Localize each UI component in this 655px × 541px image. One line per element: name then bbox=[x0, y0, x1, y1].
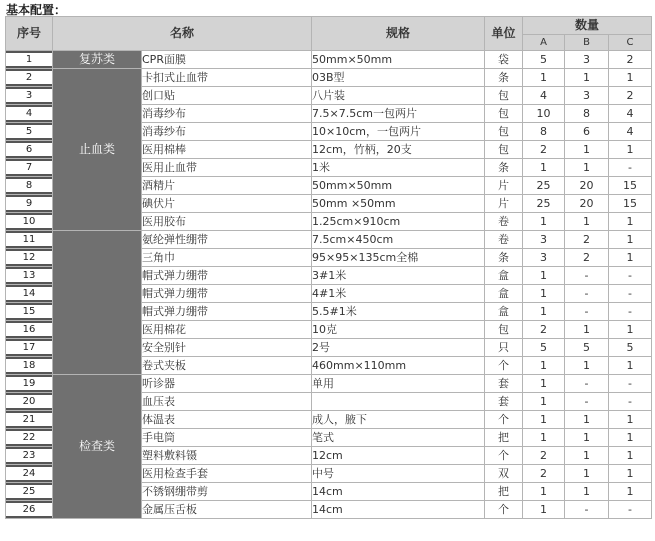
qty-b-cell: - bbox=[565, 393, 609, 411]
item-name-cell: 帽式弹力绷带 bbox=[142, 285, 312, 303]
qty-a-cell: 1 bbox=[523, 501, 565, 519]
qty-b-cell: 1 bbox=[565, 429, 609, 447]
item-spec-cell: 2号 bbox=[312, 339, 485, 357]
qty-c-cell: 1 bbox=[609, 213, 652, 231]
item-spec-cell: 14cm bbox=[312, 483, 485, 501]
header-qty-b: B bbox=[565, 35, 609, 51]
table-row bbox=[6, 51, 652, 69]
qty-a-cell: 1 bbox=[523, 411, 565, 429]
row-number-badge: 22 bbox=[6, 431, 52, 444]
item-name-cell: 塑料敷料镊 bbox=[142, 447, 312, 465]
item-unit-cell: 套 bbox=[485, 375, 523, 393]
qty-a-cell: 3 bbox=[523, 249, 565, 267]
row-number-cell bbox=[6, 51, 53, 69]
item-unit-cell: 包 bbox=[485, 321, 523, 339]
qty-b-cell: 8 bbox=[565, 105, 609, 123]
qty-b-cell: 1 bbox=[565, 69, 609, 87]
item-spec-cell: 12cm，竹柄，20支 bbox=[312, 141, 485, 159]
item-name-cell: 血压表 bbox=[142, 393, 312, 411]
qty-a-cell: 4 bbox=[523, 87, 565, 105]
item-name-cell: 帽式弹力绷带 bbox=[142, 303, 312, 321]
row-number-badge: 16 bbox=[6, 323, 52, 336]
qty-a-cell: 1 bbox=[523, 159, 565, 177]
row-number-badge: 3 bbox=[6, 89, 52, 102]
item-spec-cell: 7.5×7.5cm一包两片 bbox=[312, 105, 485, 123]
qty-b-cell: 2 bbox=[565, 231, 609, 249]
row-number-cell bbox=[6, 501, 53, 519]
row-number-badge: 23 bbox=[6, 449, 52, 462]
qty-a-cell: 1 bbox=[523, 393, 565, 411]
qty-b-cell: 1 bbox=[565, 483, 609, 501]
qty-b-cell: 1 bbox=[565, 141, 609, 159]
qty-a-cell: 2 bbox=[523, 447, 565, 465]
qty-b-cell: 20 bbox=[565, 177, 609, 195]
item-name-cell: 碘伏片 bbox=[142, 195, 312, 213]
qty-b-cell: - bbox=[565, 375, 609, 393]
qty-b-cell: - bbox=[565, 501, 609, 519]
item-name-cell: 三角巾 bbox=[142, 249, 312, 267]
item-spec-cell: 50mm×50mm bbox=[312, 177, 485, 195]
row-number-cell bbox=[6, 465, 53, 483]
qty-b-cell: 3 bbox=[565, 87, 609, 105]
table-body bbox=[6, 51, 652, 519]
row-number-badge: 9 bbox=[6, 197, 52, 210]
item-spec-cell: 7.5cm×450cm bbox=[312, 231, 485, 249]
item-spec-cell: 4#1米 bbox=[312, 285, 485, 303]
row-number-cell bbox=[6, 339, 53, 357]
qty-c-cell: 1 bbox=[609, 447, 652, 465]
row-number-badge: 13 bbox=[6, 269, 52, 282]
qty-a-cell: 25 bbox=[523, 177, 565, 195]
item-spec-cell: 八片装 bbox=[312, 87, 485, 105]
qty-b-cell: 1 bbox=[565, 411, 609, 429]
table-row bbox=[6, 231, 652, 249]
row-number-cell bbox=[6, 249, 53, 267]
qty-b-cell: 1 bbox=[565, 465, 609, 483]
row-number-cell bbox=[6, 375, 53, 393]
qty-c-cell: 5 bbox=[609, 339, 652, 357]
item-unit-cell: 套 bbox=[485, 393, 523, 411]
row-number-badge: 24 bbox=[6, 467, 52, 480]
qty-c-cell: - bbox=[609, 285, 652, 303]
item-spec-cell: 单用 bbox=[312, 375, 485, 393]
item-spec-cell: 3#1米 bbox=[312, 267, 485, 285]
category-cell bbox=[53, 231, 142, 375]
item-unit-cell: 卷 bbox=[485, 231, 523, 249]
category-cell: 止血类 bbox=[53, 69, 142, 231]
row-number-cell bbox=[6, 141, 53, 159]
row-number-cell bbox=[6, 393, 53, 411]
row-number-badge: 20 bbox=[6, 395, 52, 408]
row-number-cell bbox=[6, 159, 53, 177]
qty-c-cell: - bbox=[609, 393, 652, 411]
table-row bbox=[6, 375, 652, 393]
item-name-cell: 消毒纱布 bbox=[142, 105, 312, 123]
qty-c-cell: 1 bbox=[609, 141, 652, 159]
header-qty-c: C bbox=[609, 35, 652, 51]
qty-c-cell: - bbox=[609, 501, 652, 519]
qty-c-cell: 4 bbox=[609, 105, 652, 123]
row-number-badge: 18 bbox=[6, 359, 52, 372]
qty-c-cell: - bbox=[609, 267, 652, 285]
table-row bbox=[6, 69, 652, 87]
qty-c-cell: 1 bbox=[609, 321, 652, 339]
item-spec-cell: 50mm ×50mm bbox=[312, 195, 485, 213]
qty-a-cell: 8 bbox=[523, 123, 565, 141]
header-qty: 数量 bbox=[523, 17, 652, 35]
header-spec: 规格 bbox=[312, 17, 485, 51]
item-spec-cell: 03B型 bbox=[312, 69, 485, 87]
item-unit-cell: 条 bbox=[485, 249, 523, 267]
qty-a-cell: 2 bbox=[523, 465, 565, 483]
item-name-cell: 手电筒 bbox=[142, 429, 312, 447]
qty-a-cell: 25 bbox=[523, 195, 565, 213]
item-name-cell: 医用止血带 bbox=[142, 159, 312, 177]
row-number-cell bbox=[6, 411, 53, 429]
item-spec-cell: 10×10cm，一包两片 bbox=[312, 123, 485, 141]
qty-c-cell: 2 bbox=[609, 87, 652, 105]
item-name-cell: 不锈钢绷带剪 bbox=[142, 483, 312, 501]
qty-b-cell: - bbox=[565, 267, 609, 285]
qty-c-cell: 1 bbox=[609, 357, 652, 375]
qty-a-cell: 3 bbox=[523, 231, 565, 249]
qty-a-cell: 5 bbox=[523, 339, 565, 357]
item-spec-cell: 50mm×50mm bbox=[312, 51, 485, 69]
item-unit-cell: 卷 bbox=[485, 213, 523, 231]
row-number-cell bbox=[6, 123, 53, 141]
qty-b-cell: 1 bbox=[565, 159, 609, 177]
item-unit-cell: 包 bbox=[485, 123, 523, 141]
qty-a-cell: 5 bbox=[523, 51, 565, 69]
qty-c-cell: 15 bbox=[609, 177, 652, 195]
qty-a-cell: 1 bbox=[523, 483, 565, 501]
item-name-cell: 消毒纱布 bbox=[142, 123, 312, 141]
qty-c-cell: 1 bbox=[609, 69, 652, 87]
qty-c-cell: 15 bbox=[609, 195, 652, 213]
qty-b-cell: 2 bbox=[565, 249, 609, 267]
item-spec-cell: 14cm bbox=[312, 501, 485, 519]
item-unit-cell: 包 bbox=[485, 105, 523, 123]
item-unit-cell: 把 bbox=[485, 483, 523, 501]
qty-c-cell: - bbox=[609, 159, 652, 177]
row-number-cell bbox=[6, 213, 53, 231]
item-name-cell: 酒精片 bbox=[142, 177, 312, 195]
qty-b-cell: 1 bbox=[565, 321, 609, 339]
row-number-cell bbox=[6, 69, 53, 87]
row-number-badge: 5 bbox=[6, 125, 52, 138]
item-unit-cell: 双 bbox=[485, 465, 523, 483]
qty-c-cell: - bbox=[609, 375, 652, 393]
row-number-cell bbox=[6, 357, 53, 375]
item-spec-cell: 5.5#1米 bbox=[312, 303, 485, 321]
qty-c-cell: 1 bbox=[609, 483, 652, 501]
item-unit-cell: 盒 bbox=[485, 267, 523, 285]
qty-b-cell: 6 bbox=[565, 123, 609, 141]
qty-a-cell: 1 bbox=[523, 429, 565, 447]
item-spec-cell: 1.25cm×910cm bbox=[312, 213, 485, 231]
item-unit-cell: 个 bbox=[485, 501, 523, 519]
qty-b-cell: 1 bbox=[565, 213, 609, 231]
qty-a-cell: 1 bbox=[523, 303, 565, 321]
qty-a-cell: 2 bbox=[523, 141, 565, 159]
qty-a-cell: 1 bbox=[523, 69, 565, 87]
qty-c-cell: 1 bbox=[609, 231, 652, 249]
row-number-cell bbox=[6, 321, 53, 339]
row-number-badge: 12 bbox=[6, 251, 52, 264]
row-number-badge: 6 bbox=[6, 143, 52, 156]
category-cell: 检查类 bbox=[53, 375, 142, 519]
item-name-cell: 创口贴 bbox=[142, 87, 312, 105]
item-unit-cell: 个 bbox=[485, 447, 523, 465]
item-name-cell: 医用胶布 bbox=[142, 213, 312, 231]
qty-a-cell: 1 bbox=[523, 375, 565, 393]
item-name-cell: 医用棉棒 bbox=[142, 141, 312, 159]
qty-c-cell: 2 bbox=[609, 51, 652, 69]
qty-b-cell: 5 bbox=[565, 339, 609, 357]
item-name-cell: 医用棉花 bbox=[142, 321, 312, 339]
row-number-badge: 1 bbox=[6, 53, 52, 66]
qty-b-cell: 1 bbox=[565, 357, 609, 375]
row-number-badge: 26 bbox=[6, 503, 52, 516]
row-number-badge: 10 bbox=[6, 215, 52, 228]
item-name-cell: 氨纶弹性绷带 bbox=[142, 231, 312, 249]
qty-c-cell: 1 bbox=[609, 249, 652, 267]
item-spec-cell: 10克 bbox=[312, 321, 485, 339]
item-unit-cell: 只 bbox=[485, 339, 523, 357]
row-number-badge: 21 bbox=[6, 413, 52, 426]
item-spec-cell: 成人，腋下 bbox=[312, 411, 485, 429]
item-name-cell: 帽式弹力绷带 bbox=[142, 267, 312, 285]
row-number-badge: 14 bbox=[6, 287, 52, 300]
row-number-cell bbox=[6, 105, 53, 123]
header-unit: 单位 bbox=[485, 17, 523, 51]
row-number-cell bbox=[6, 87, 53, 105]
row-number-cell bbox=[6, 285, 53, 303]
row-number-cell bbox=[6, 267, 53, 285]
row-number-badge: 11 bbox=[6, 233, 52, 246]
item-name-cell: 安全别针 bbox=[142, 339, 312, 357]
qty-b-cell: 3 bbox=[565, 51, 609, 69]
item-spec-cell: 中号 bbox=[312, 465, 485, 483]
item-unit-cell: 包 bbox=[485, 87, 523, 105]
qty-a-cell: 1 bbox=[523, 285, 565, 303]
item-name-cell: CPR面膜 bbox=[142, 51, 312, 69]
item-name-cell: 卡扣式止血带 bbox=[142, 69, 312, 87]
item-spec-cell: 1米 bbox=[312, 159, 485, 177]
row-number-cell bbox=[6, 231, 53, 249]
row-number-cell bbox=[6, 303, 53, 321]
qty-a-cell: 1 bbox=[523, 213, 565, 231]
config-table bbox=[5, 16, 652, 519]
row-number-badge: 2 bbox=[6, 71, 52, 84]
category-cell: 复苏类 bbox=[53, 51, 142, 69]
qty-b-cell: - bbox=[565, 303, 609, 321]
header-seq: 序号 bbox=[6, 17, 53, 51]
row-number-badge: 7 bbox=[6, 161, 52, 174]
row-number-badge: 19 bbox=[6, 377, 52, 390]
qty-c-cell: 1 bbox=[609, 411, 652, 429]
item-name-cell: 医用检查手套 bbox=[142, 465, 312, 483]
qty-b-cell: 20 bbox=[565, 195, 609, 213]
qty-a-cell: 1 bbox=[523, 267, 565, 285]
item-spec-cell: 笔式 bbox=[312, 429, 485, 447]
item-spec-cell bbox=[312, 393, 485, 411]
page-title: 基本配置： bbox=[6, 3, 67, 17]
qty-b-cell: - bbox=[565, 285, 609, 303]
item-spec-cell: 95×95×135cm全棉 bbox=[312, 249, 485, 267]
row-number-badge: 8 bbox=[6, 179, 52, 192]
row-number-badge: 17 bbox=[6, 341, 52, 354]
item-unit-cell: 条 bbox=[485, 69, 523, 87]
item-name-cell: 体温表 bbox=[142, 411, 312, 429]
item-unit-cell: 袋 bbox=[485, 51, 523, 69]
item-unit-cell: 条 bbox=[485, 159, 523, 177]
item-name-cell: 金属压舌板 bbox=[142, 501, 312, 519]
qty-c-cell: 1 bbox=[609, 465, 652, 483]
item-spec-cell: 460mm×110mm bbox=[312, 357, 485, 375]
row-number-badge: 15 bbox=[6, 305, 52, 318]
qty-a-cell: 2 bbox=[523, 321, 565, 339]
qty-b-cell: 1 bbox=[565, 447, 609, 465]
item-unit-cell: 片 bbox=[485, 177, 523, 195]
header-name: 名称 bbox=[53, 17, 312, 51]
item-unit-cell: 个 bbox=[485, 357, 523, 375]
qty-a-cell: 10 bbox=[523, 105, 565, 123]
item-unit-cell: 盒 bbox=[485, 285, 523, 303]
row-number-cell bbox=[6, 483, 53, 501]
row-number-cell bbox=[6, 177, 53, 195]
item-name-cell: 卷式夹板 bbox=[142, 357, 312, 375]
qty-c-cell: - bbox=[609, 303, 652, 321]
qty-c-cell: 1 bbox=[609, 429, 652, 447]
qty-c-cell: 4 bbox=[609, 123, 652, 141]
row-number-cell bbox=[6, 195, 53, 213]
item-unit-cell: 个 bbox=[485, 411, 523, 429]
header-qty-a: A bbox=[523, 35, 565, 51]
row-number-badge: 4 bbox=[6, 107, 52, 120]
qty-a-cell: 1 bbox=[523, 357, 565, 375]
item-unit-cell: 包 bbox=[485, 141, 523, 159]
item-unit-cell: 盒 bbox=[485, 303, 523, 321]
row-number-badge: 25 bbox=[6, 485, 52, 498]
row-number-cell bbox=[6, 429, 53, 447]
item-name-cell: 听诊器 bbox=[142, 375, 312, 393]
item-unit-cell: 片 bbox=[485, 195, 523, 213]
row-number-cell bbox=[6, 447, 53, 465]
item-unit-cell: 把 bbox=[485, 429, 523, 447]
item-spec-cell: 12cm bbox=[312, 447, 485, 465]
